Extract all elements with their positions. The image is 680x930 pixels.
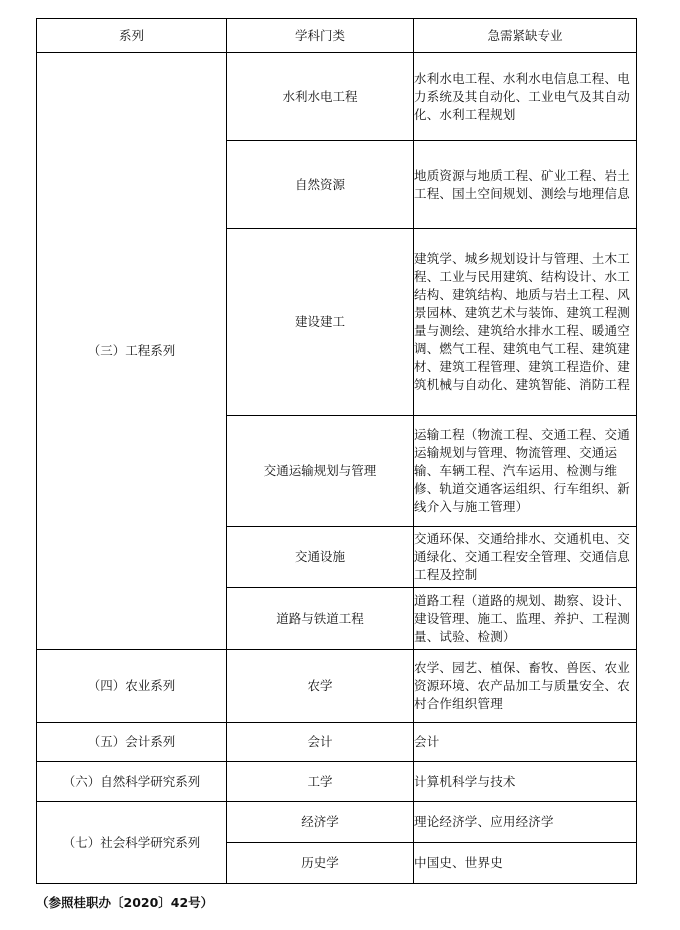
category-cell: 交通设施 (227, 527, 414, 588)
header-category: 学科门类 (227, 19, 414, 53)
category-cell: 经济学 (227, 802, 414, 843)
table-row (37, 762, 637, 802)
table-row (37, 723, 637, 762)
majors-cell: 建筑学、城乡规划设计与管理、土木工程、工业与民用建筑、结构设计、水工结构、建筑结构、地质与岩土工程、风景园林、建筑艺术与装饰、建筑工程测量与测绘、建筑给水排水工程、暖通空调、燃气工程、建筑电气工程、建筑建材、建筑工程管理、建筑工程造价、建筑机械与自动化、建筑智能、消防工程 (414, 229, 637, 416)
majors-cell: 会计 (414, 723, 637, 762)
series-cell-natural-science: （六）自然科学研究系列 (37, 762, 227, 802)
majors-cell: 水利水电工程、水利水电信息工程、电力系统及其自动化、工业电气及其自动化、水利工程规划 (414, 53, 637, 141)
category-cell: 农学 (227, 650, 414, 723)
majors-cell: 理论经济学、应用经济学 (414, 802, 637, 843)
category-cell: 建设建工 (227, 229, 414, 416)
category-cell: 水利水电工程 (227, 53, 414, 141)
majors-cell: 道路工程（道路的规划、勘察、设计、建设管理、施工、监理、养护、工程测量、试验、检测） (414, 588, 637, 650)
table-row (37, 802, 637, 843)
category-cell: 会计 (227, 723, 414, 762)
series-cell-accounting: （五）会计系列 (37, 723, 227, 762)
table-row (37, 53, 637, 141)
majors-cell: 中国史、世界史 (414, 843, 637, 884)
table-row (37, 650, 637, 723)
category-cell: 历史学 (227, 843, 414, 884)
series-cell-social-science: （七）社会科学研究系列 (37, 802, 227, 884)
category-cell: 交通运输规划与管理 (227, 416, 414, 527)
majors-cell: 运输工程（物流工程、交通工程、交通运输规划与管理、物流管理、交通运输、车辆工程、汽车运用、检测与维修、轨道交通客运组织、行车组织、新线介入与施工管理） (414, 416, 637, 527)
majors-table (36, 18, 637, 884)
series-cell-agriculture: （四）农业系列 (37, 650, 227, 723)
series-cell-engineering: （三）工程系列 (37, 53, 227, 650)
category-cell: 道路与铁道工程 (227, 588, 414, 650)
header-majors: 急需紧缺专业 (414, 19, 637, 53)
footnote: （参照桂职办〔2020〕42号） (36, 895, 214, 910)
majors-cell: 交通环保、交通给排水、交通机电、交通绿化、交通工程安全管理、交通信息工程及控制 (414, 527, 637, 588)
majors-cell: 计算机科学与技术 (414, 762, 637, 802)
category-cell: 自然资源 (227, 141, 414, 229)
majors-cell: 地质资源与地质工程、矿业工程、岩土工程、国土空间规划、测绘与地理信息 (414, 141, 637, 229)
majors-cell: 农学、园艺、植保、畜牧、兽医、农业资源环境、农产品加工与质量安全、农村合作组织管理 (414, 650, 637, 723)
header-row (37, 19, 637, 53)
category-cell: 工学 (227, 762, 414, 802)
header-series: 系列 (37, 19, 227, 53)
